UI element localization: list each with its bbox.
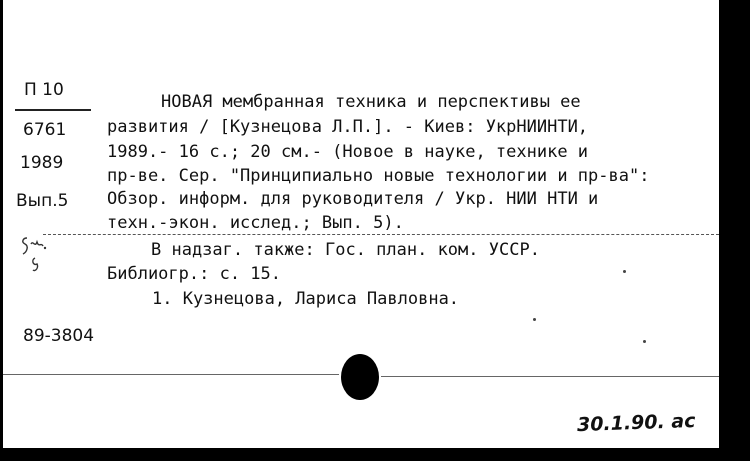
inventory-number: 6761 <box>23 120 67 140</box>
speck <box>623 270 626 273</box>
rod-line-right <box>381 376 719 377</box>
entry-line-3: 1989.- 16 с.; 20 см.- (Новое в науке, технике и <box>107 142 589 162</box>
entry-divider <box>43 234 719 235</box>
entry-line-5: Обзор. информ. для руководителя / Укр. НИИ НТИ и <box>107 189 599 209</box>
entry-line-4: пр-ве. Сер. "Принципиально новые технологии и пр-ва": <box>107 166 650 186</box>
speck <box>533 318 536 321</box>
handwritten-mark-drawing <box>19 234 49 274</box>
punch-hole <box>341 354 379 400</box>
speck <box>643 340 646 343</box>
date-stamp: 30.1.90. ас <box>576 409 696 437</box>
shelf-code-underline <box>15 109 91 111</box>
card-edge-right <box>719 0 750 461</box>
shelf-code: П 10 <box>24 80 64 100</box>
rod-line-left <box>3 374 339 375</box>
entry-line-9: 1. Кузнецова, Лариса Павловна. <box>152 289 460 309</box>
entry-line-1: НОВАЯ мембранная техника и перспективы ее <box>161 92 581 112</box>
catalog-card <box>3 0 719 448</box>
entry-line-2: развития / [Кузнецова Л.П.]. - Киев: УкрНИИНТИ, <box>107 117 589 137</box>
card-edge-bottom <box>0 448 750 461</box>
issue-label: Вып.5 <box>16 191 69 211</box>
entry-line-6: техн.-экон. исслед.; Вып. 5). <box>107 213 404 233</box>
entry-line-8: Библиогр.: с. 15. <box>107 264 281 284</box>
entry-line-7: В надзаг. также: Гос. план. ком. УССР. <box>151 240 540 260</box>
year-label: 1989 <box>20 153 64 173</box>
accession-number: 89-3804 <box>23 326 95 346</box>
